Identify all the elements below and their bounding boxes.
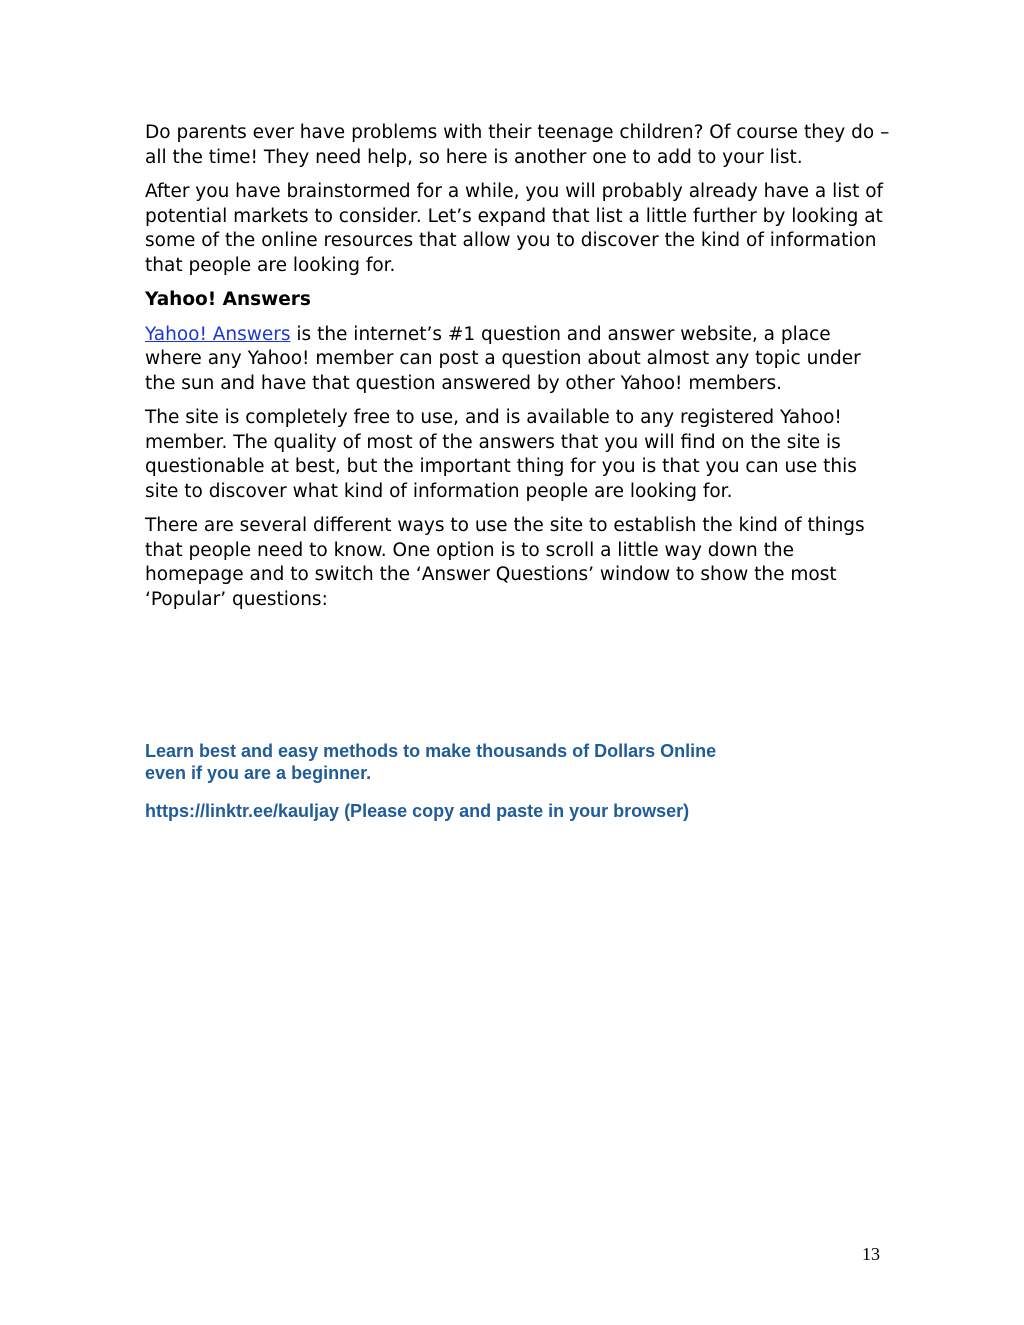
paragraph-site-free: The site is completely free to use, and is available to any registered Yahoo! member. The quality of most of the answers that you will find on the site is questionable at best, but the important thing for you is that you can use this site to discover what kind of information people are looking for. [145,407,857,502]
promo-text [145,740,905,784]
paragraph-yahoo-answers-intro [145,323,890,397]
promo-line-1: Learn best and easy methods to make thousands of Dollars Online [145,741,717,761]
promo-url-line: https://linktr.ee/kauljay (Please copy and paste in your browser) [145,801,690,821]
yahoo-answers-link[interactable]: Yahoo! Answers [145,323,291,345]
section-heading-yahoo-answers: Yahoo! Answers [145,289,311,310]
page-number: 13 [862,1244,880,1264]
paragraph-yahoo-answers-text: is the internet’s #1 question and answer website, a place where any Yahoo! member can post a question about almost any topic under the sun and have that question answered by other Yahoo! members. [145,323,861,394]
paragraph-ways-to-use: There are several different ways to use the site to establish the kind of things that people need to know. One option is to scroll a little way down the homepage and to switch the ‘Answer Questions’ window to show the most ‘Popular’ questions: [145,515,865,610]
paragraph-teenage-children: Do parents ever have problems with their teenage children? Of course they do – all the time! They need help, so here is another one to add to your list. [145,122,890,168]
promo-line-2: even if you are a beginner. [145,763,372,783]
paragraph-brainstorm: After you have brainstormed for a while, you will probably already have a list of potential markets to consider. Let’s expand that list a little further by looking at some of the online resources that allow you to discover the kind of information that people are looking for. [145,181,884,276]
body-text [145,121,890,622]
